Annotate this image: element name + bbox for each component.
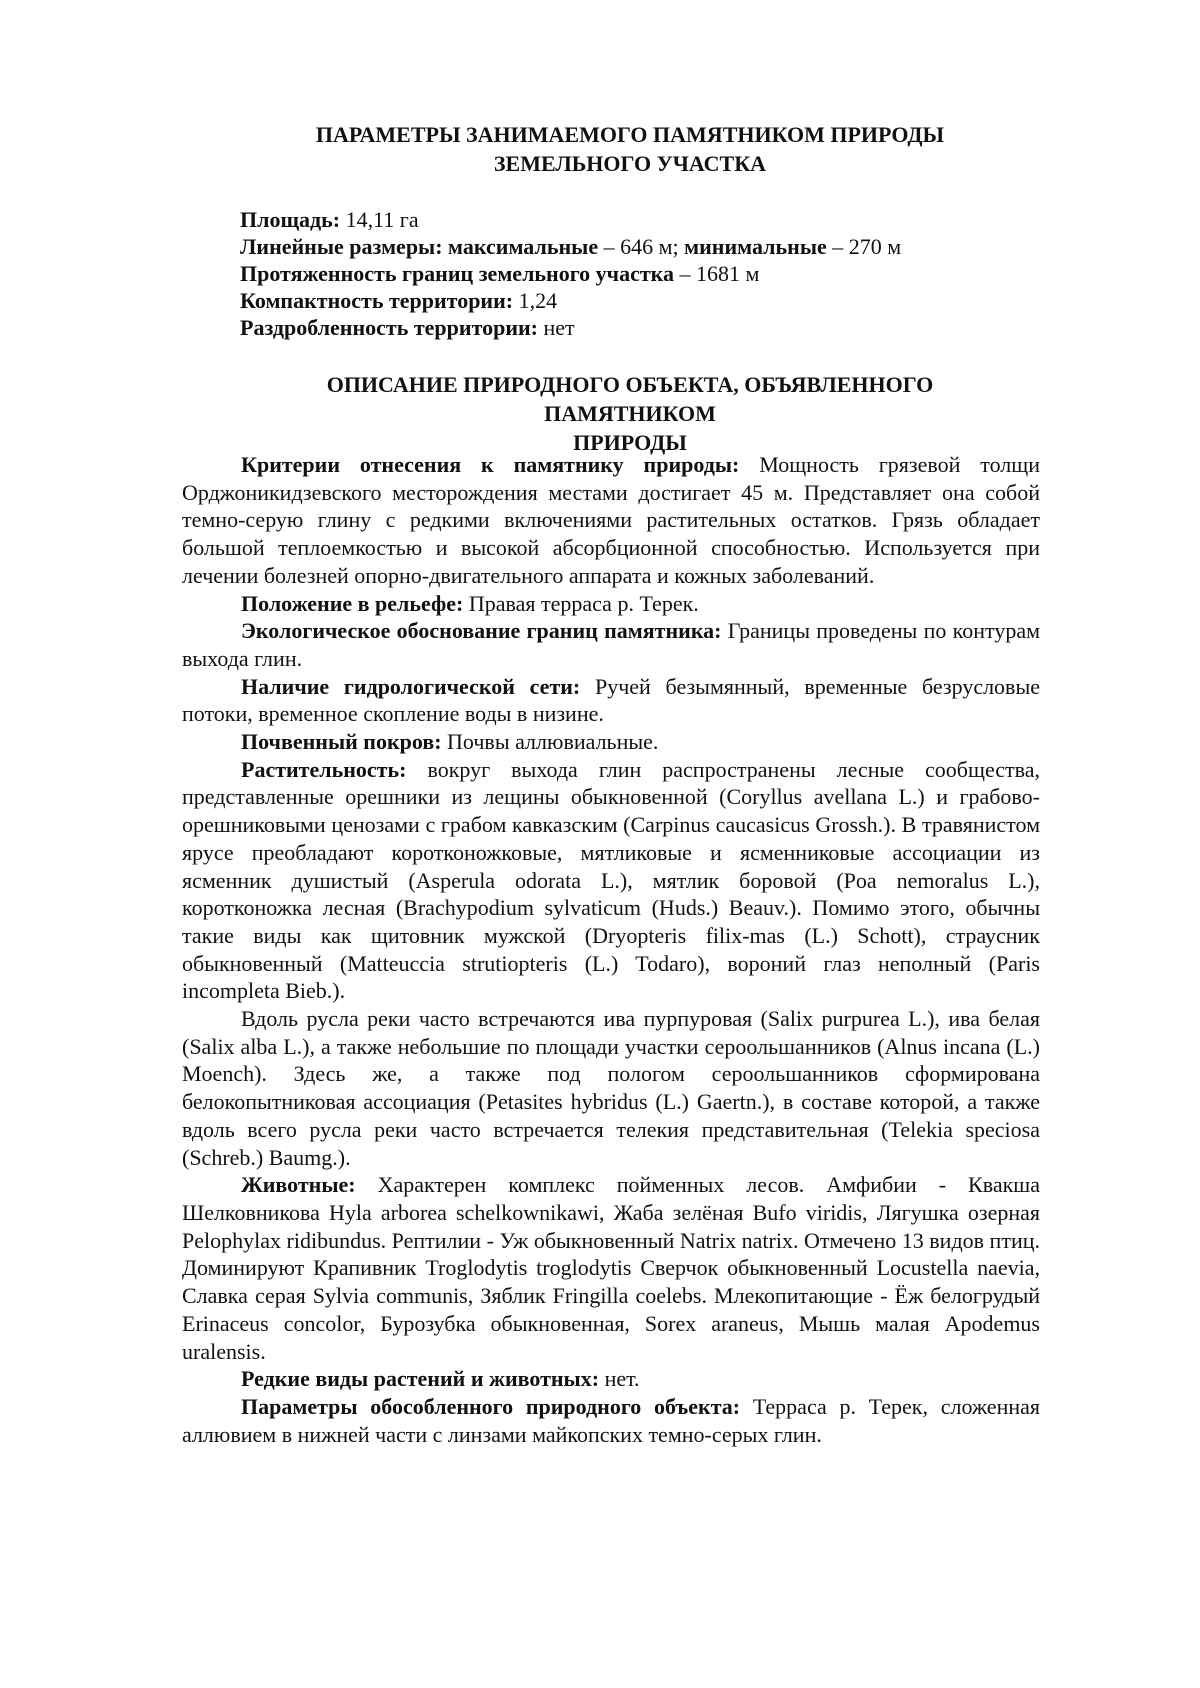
paragraph-text: Терраса р. Терек, сложенная аллювием в нижней части с линзами майкопских темно-серых глин. <box>182 1393 1041 1447</box>
paragraph-label: Наличие гидрологической сети: <box>241 673 581 699</box>
paragraph-label: Почвенный покров: <box>241 729 442 755</box>
paragraph-label: Критерии отнесения к памятнику природы: <box>241 452 740 477</box>
param-compactness <box>240 287 1040 314</box>
paragraph-text: Границы проведены по контурам выхода глин. <box>182 618 1040 671</box>
param-min-value: – 270 м <box>826 234 902 259</box>
paragraph-label: Положение в рельефе: <box>241 590 464 616</box>
param-label: Площадь: <box>240 207 341 232</box>
paragraph-text: вокруг выхода глин распространены лесные сообщества, представленные орешники из лещины обыкновенной (Coryllus avellana L.) и грабово-орешниковыми ценозами с грабом кавказским (Carpinus caucasicus Grossh.). В травянистом ярусе преобладают коротконожковые, мятликовые и ясменниковые ассоциации из ясменник душистый (Asperula odorata L.), мятлик боровой (Poa nemoralus L.), коротконожка лесная (Brachypodium sylvaticum (Huds.) Beauv.). Помимо этого, обычны такие виды как щитовник мужской (Dryopteris filix-mas (L.) Schott), страусник обыкновенный (Matteuccia strutiopteris (L.) Todaro), вороний глаз неполный (Paris incompleta Bieb.). <box>182 756 1040 1004</box>
heading-line-2: ПРИРОДЫ <box>573 430 687 455</box>
paragraph-label: Экологическое обоснование границ памятника: <box>241 618 722 644</box>
land-parameters-list <box>240 206 1040 341</box>
heading-line-2: ЗЕМЕЛЬНОГО УЧАСТКА <box>493 151 767 176</box>
paragraph-text: Характерен комплекс пойменных лесов. Амфибии - Квакша Шелковникова Hyla arborea schelkownikawi, Жаба зелёная Bufo viridis, Лягушка озерная Pelophylax ridibundus. Рептилии - Уж обыкновенный Natrix natrix. Отмечено 13 видов птиц. Доминируют Крапивник Troglodytis troglodytis Сверчок обыкновенный Locustella naevia, Славка серая Sylvia communis, Зяблик Fringilla coelebs. Млекопитающие - Ёж белогрудый Erinaceus concolor, Бурозубка обыкновенная, Sorex araneus, Мышь малая Apodemus uralensis. <box>182 1172 1040 1364</box>
paragraph-text: Ручей безымянный, временные безрусловые потоки, временное скопление воды в низине. <box>182 673 1040 727</box>
paragraph-hydrology <box>182 673 1040 728</box>
heading-line-1: ПАРАМЕТРЫ ЗАНИМАЕМОГО ПАМЯТНИКОМ ПРИРОДЫ <box>315 122 945 147</box>
param-value: 14,11 га <box>340 207 419 232</box>
paragraph-boundaries <box>182 617 1040 672</box>
param-label: Компактность территории: <box>240 288 514 313</box>
paragraph-isolated-object <box>182 1393 1040 1448</box>
paragraph-rare-species <box>182 1365 1040 1393</box>
param-label: Протяженность границ земельного участка <box>240 261 674 286</box>
object-description-body <box>182 451 1040 1448</box>
param-linear-sizes <box>240 233 1040 260</box>
paragraph-riverbank-vegetation <box>182 1005 1040 1171</box>
param-value: – 1681 м <box>673 261 760 286</box>
param-label: Раздробленность территории: <box>240 315 539 340</box>
paragraph-text: Почвы аллювиальные. <box>441 729 659 755</box>
paragraph-text: Правая терраса р. Терек. <box>463 590 699 616</box>
paragraph-criteria <box>182 451 1040 590</box>
land-parameters-heading <box>250 120 1010 178</box>
paragraph-label: Параметры обособленного природного объекта: <box>241 1393 741 1419</box>
paragraph-soil <box>182 728 1040 756</box>
paragraph-relief <box>182 590 1040 618</box>
paragraph-animals <box>182 1171 1040 1365</box>
param-fragmentation <box>240 314 1040 341</box>
param-label: Линейные размеры: максимальные <box>240 234 599 259</box>
paragraph-text: Мощность грязевой толщи Орджоникидзевского месторождения местами достигает 45 м. Представляет она собой темно-серую глину с редкими включениями растительных остатков. Грязь обладает большой теплоемкостью и высокой абсорбционной способностью. Используется при лечении болезней опорно-двигательного аппарата и кожных заболеваний. <box>182 452 1040 588</box>
paragraph-text: Вдоль русла реки часто встречаются ива пурпуровая (Salix purpurea L.), ива белая (Salix alba L.), а также небольшие по площади участки сероольшанников (Alnus incana (L.) Moench). Здесь же, а также под пологом сероольшанников сформирована белокопытниковая ассоциация (Petasites hybridus (L.) Gaertn.), в составе которой, а также вдоль всего русла реки часто встречается телекия представительная (Telekia speciosa (Schreb.) Baumg.). <box>182 1006 1040 1170</box>
param-min-label: минимальные <box>684 234 827 259</box>
object-description-heading <box>250 370 1010 457</box>
param-boundary-length <box>240 260 1040 287</box>
paragraph-text: нет. <box>599 1366 640 1392</box>
param-area <box>240 206 1040 233</box>
paragraph-vegetation <box>182 756 1040 1005</box>
param-value: нет <box>538 315 575 340</box>
paragraph-label: Животные: <box>241 1172 356 1198</box>
paragraph-label: Растительность: <box>241 756 407 782</box>
heading-line-1: ОПИСАНИЕ ПРИРОДНОГО ОБЪЕКТА, ОБЪЯВЛЕННОГО ПАМЯТНИКОМ <box>326 372 934 426</box>
paragraph-label: Редкие виды растений и животных: <box>241 1366 600 1392</box>
param-value: 1,24 <box>513 288 558 313</box>
param-value: – 646 м; <box>598 234 685 259</box>
